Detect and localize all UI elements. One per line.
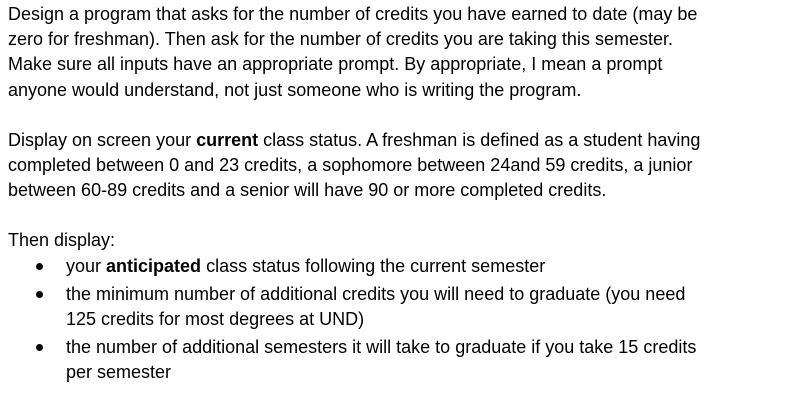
bullet-1-end: class status following the current semester — [201, 255, 546, 276]
intro-line-1: Design a program that asks for the number of credits you have earned to date (may be — [8, 4, 698, 24]
current-emphasis: current — [196, 129, 259, 150]
status-paragraph — [8, 128, 793, 204]
bullet-dot-icon — [36, 291, 43, 298]
status-line-2: completed between 0 and 23 credits, a sophomore between 24and 59 credits, a junior — [8, 155, 693, 176]
bullet-1-text — [66, 254, 793, 279]
display-section — [8, 228, 793, 385]
bullet-2-line-1: the minimum number of additional credits you will need to graduate (you need — [66, 283, 686, 304]
bullet-dot-icon — [36, 263, 43, 270]
status-line-3: between 60-89 credits and a senior will have 90 or more completed credits. — [8, 180, 607, 201]
display-bullet-list — [8, 254, 793, 386]
intro-line-2: zero for freshman). Then ask for the number of credits you are taking this semester. — [8, 29, 673, 50]
display-heading: Then display: — [8, 230, 116, 251]
bullet-additional-credits — [8, 282, 793, 332]
bullet-additional-semesters — [8, 335, 793, 385]
bullet-dot-icon — [36, 344, 43, 351]
assignment-document — [8, 2, 793, 386]
bullet-3-line-1: the number of additional semesters it will take to graduate if you take 15 credits — [66, 337, 697, 358]
status-line-1 — [8, 128, 793, 153]
intro-line-4: anyone would understand, not just someone who is writing the program. — [8, 79, 582, 100]
bullet-2-line-2: 125 credits for most degrees at UND) — [66, 309, 365, 330]
intro-line-3: Make sure all inputs have an appropriate prompt. By appropriate, I mean a prompt — [8, 54, 663, 75]
status-line-1-start: Display on screen your — [8, 129, 197, 150]
anticipated-emphasis: anticipated — [106, 255, 202, 276]
intro-paragraph — [8, 2, 793, 103]
bullet-1-start: your — [66, 255, 107, 276]
status-line-1-end: class status. A freshman is defined as a student having — [258, 129, 701, 150]
bullet-3-line-2: per semester — [66, 362, 172, 383]
bullet-anticipated-status — [8, 254, 793, 279]
